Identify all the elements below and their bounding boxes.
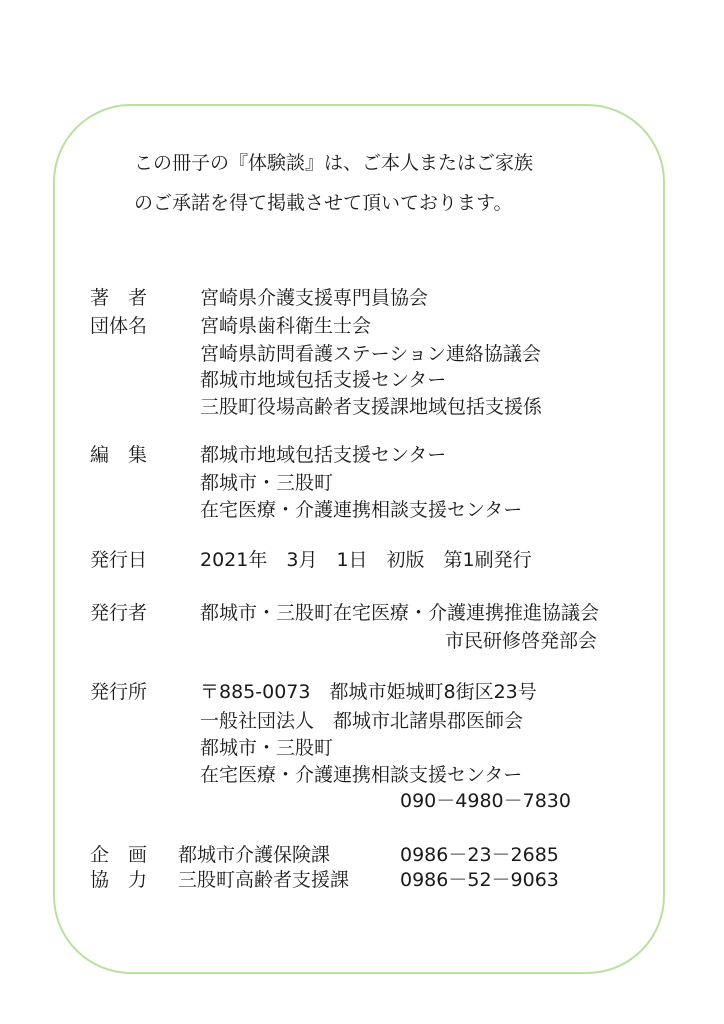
publisher-item: 都城市・三股町在宅医療・介護連携推進協議会 xyxy=(200,602,600,624)
editor-label: 編 集 xyxy=(90,444,148,466)
publisher-item: 市民研修啓発部会 xyxy=(445,630,598,652)
organizations-label: 団体名 xyxy=(90,315,148,337)
issue-date-label: 発行日 xyxy=(90,549,148,571)
organization-item: 宮崎県訪問看護ステーション連絡協議会 xyxy=(200,343,541,365)
office-address: 〒885-0073 都城市姫城町8街区23号 xyxy=(200,681,537,703)
editor-item: 在宅医療・介護連携相談支援センター xyxy=(200,499,523,521)
planning-label: 企 画 xyxy=(90,844,148,866)
consent-line-2: のご承諾を得て掲載させて頂いております。 xyxy=(134,192,513,214)
issue-date-value: 2021年 3月 1日 初版 第1刷発行 xyxy=(200,549,532,571)
consent-line-1: この冊子の『体験談』は、ご本人またはご家族 xyxy=(134,152,534,174)
organization-item: 宮崎県歯科衛生士会 xyxy=(200,315,372,337)
editor-item: 都城市・三股町 xyxy=(200,472,334,494)
author-value: 宮崎県介護支援専門員協会 xyxy=(200,287,429,309)
publisher-label: 発行者 xyxy=(90,602,148,624)
office-label: 発行所 xyxy=(90,681,148,703)
cooperation-org: 三股町高齢者支援課 xyxy=(178,869,350,891)
office-item: 一般社団法人 都城市北諸県郡医師会 xyxy=(200,710,524,732)
planning-org: 都城市介護保険課 xyxy=(178,844,331,866)
author-label: 著 者 xyxy=(90,287,148,309)
office-item: 都城市・三股町 xyxy=(200,737,334,759)
cooperation-label: 協 力 xyxy=(90,869,148,891)
office-item: 在宅医療・介護連携相談支援センター xyxy=(200,764,523,786)
office-phone: 090－4980－7830 xyxy=(400,790,571,812)
planning-phone: 0986－23－2685 xyxy=(400,844,559,866)
organization-item: 三股町役場高齢者支援課地域包括支援係 xyxy=(200,396,543,418)
editor-item: 都城市地域包括支援センター xyxy=(200,444,447,466)
organization-item: 都城市地域包括支援センター xyxy=(200,369,447,391)
cooperation-phone: 0986－52－9063 xyxy=(400,869,559,891)
